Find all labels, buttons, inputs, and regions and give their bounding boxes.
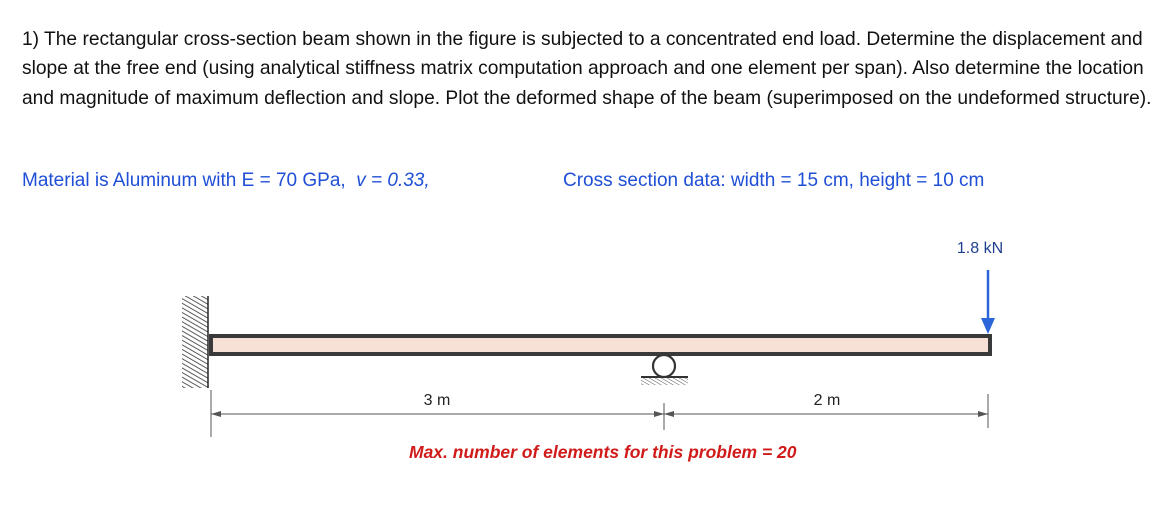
max-elements-note: Max. number of elements for this problem = 20 [409,442,797,462]
beam [211,336,990,354]
span1-label: 3 m [423,392,451,409]
material-text: Material is Aluminum with E = 70 GPa, [22,170,346,191]
load-arrow [981,270,995,334]
fixed-support [182,296,208,388]
span2-label: 2 m [813,392,841,409]
cross-section-line: Cross section data: width = 15 cm, height = 10 cm [563,170,985,191]
problem-statement: 1) The rectangular cross-section beam shown in the figure is subjected to a concentrated end load. Determine the displacement and slope at the free end (using analytical stiffness matrix computation approach and one element per span). Also determine the location and magnitude of maximum deflection and slope. Plot the deformed shape of the beam (superimposed on the undeformed structure). [22,29,1152,109]
load-label: 1.8 kN [956,240,1004,257]
roller-support [641,355,688,385]
poisson-ratio: v = 0.33, [356,170,430,191]
dimension-line [211,390,988,437]
